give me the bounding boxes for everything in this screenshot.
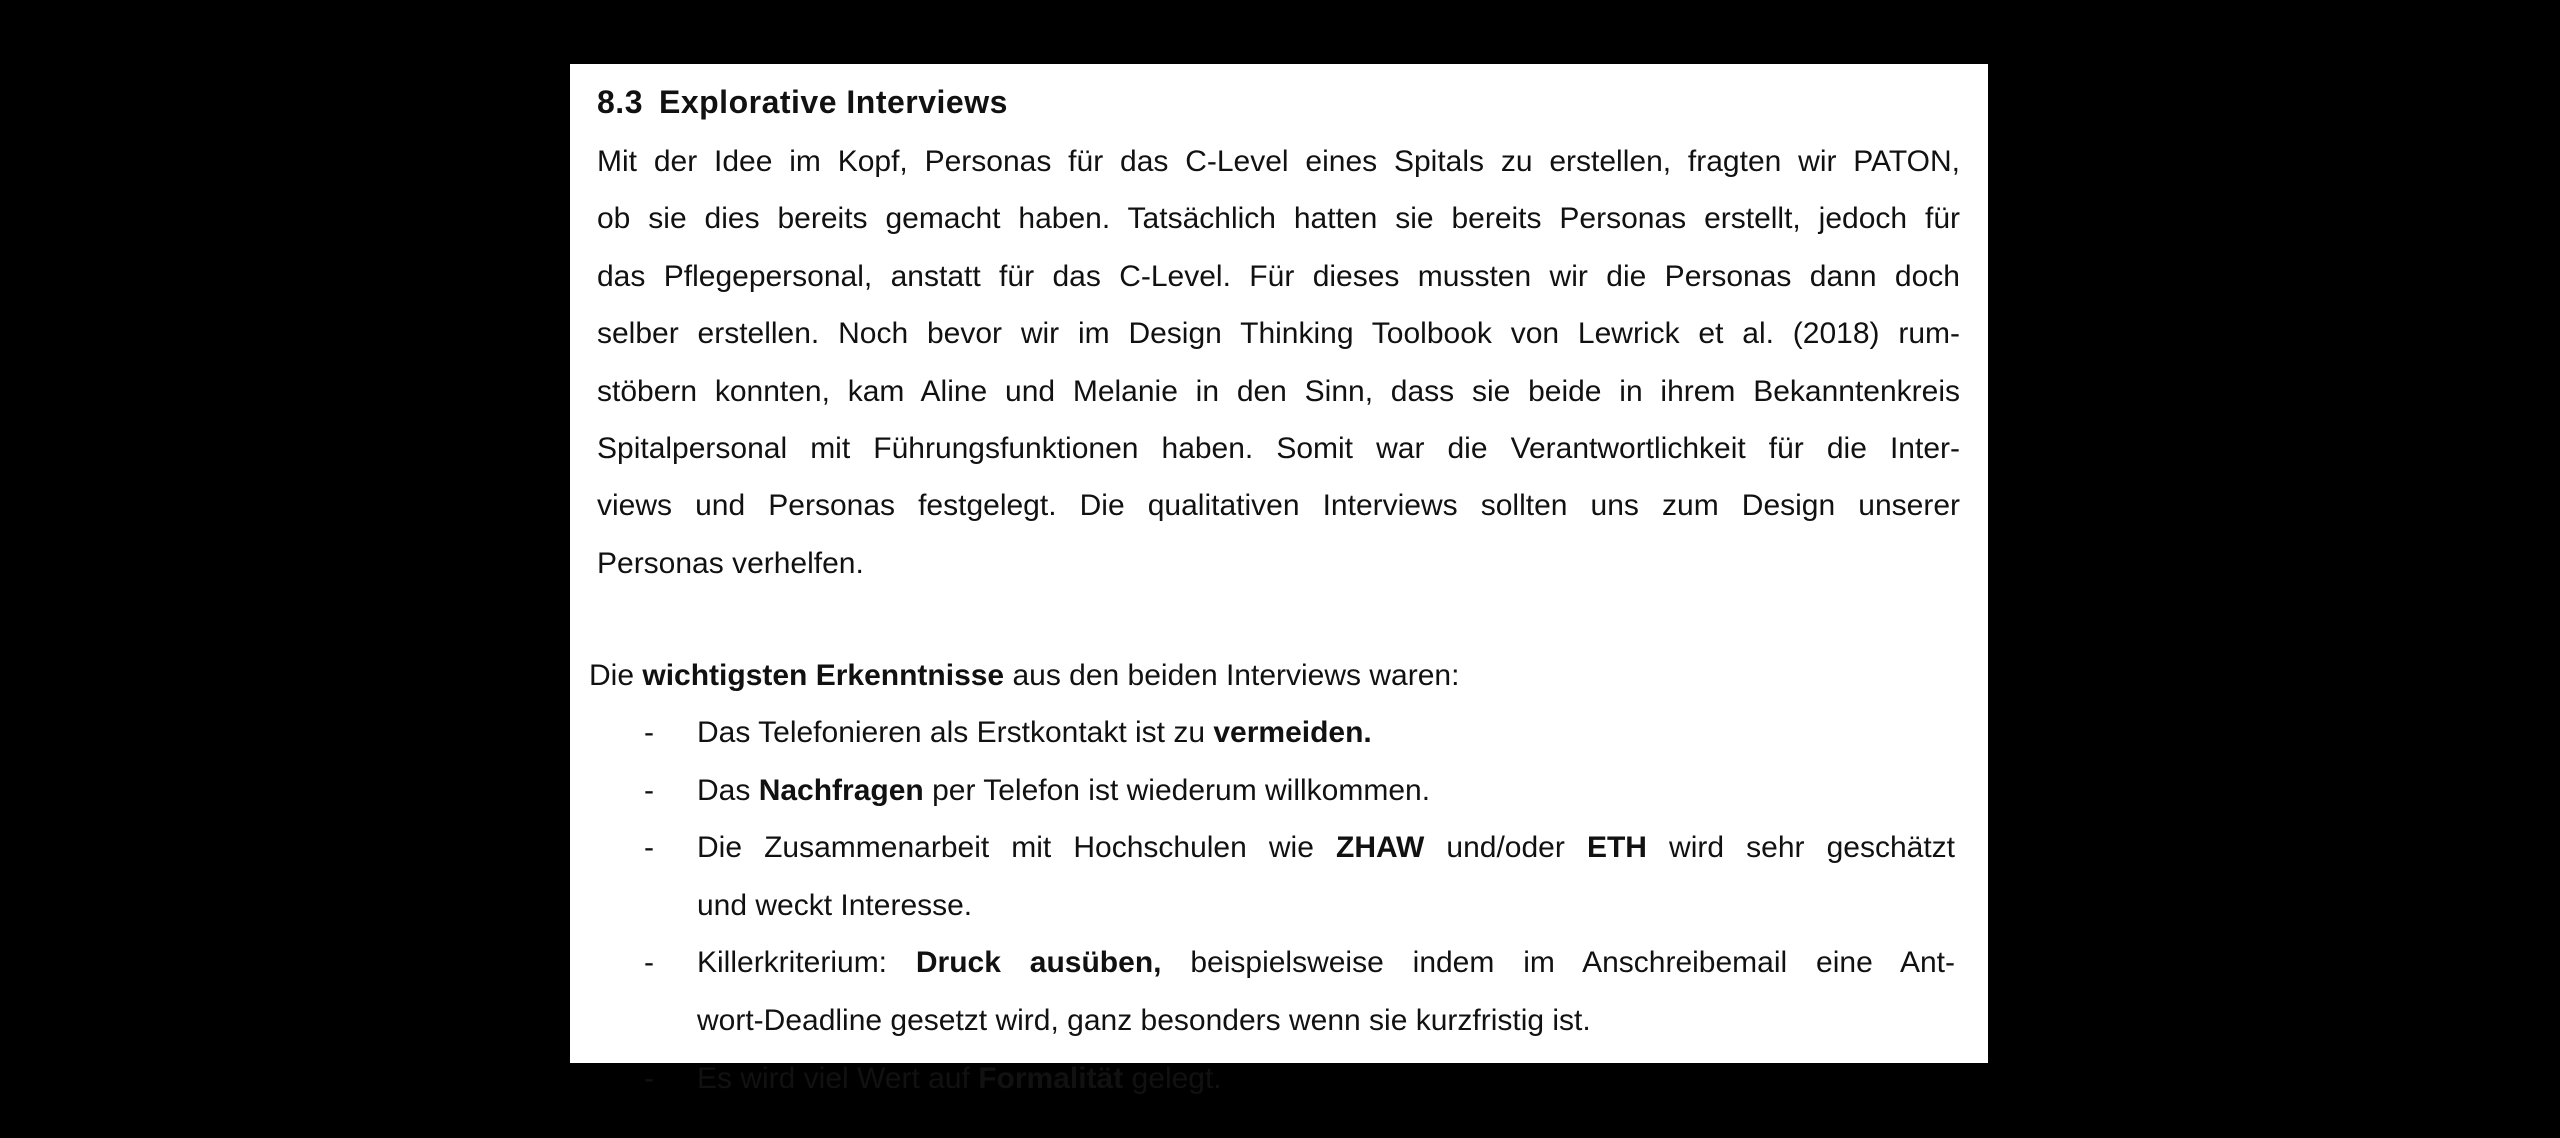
bullet-marker: - bbox=[644, 716, 654, 749]
intro-text: aus den beiden Interviews waren: bbox=[1004, 659, 1460, 692]
section-number: 8.3 bbox=[597, 84, 643, 120]
list-item-line bbox=[697, 877, 1955, 935]
document-page bbox=[570, 64, 1988, 1095]
bold-run: ETH bbox=[1586, 831, 1647, 865]
bullet-marker: - bbox=[644, 831, 654, 865]
list-item-line bbox=[697, 704, 1955, 762]
bold-run: Formalität bbox=[978, 1061, 1124, 1095]
text-run: Die Zusammenarbeit mit Hochschulen wie bbox=[697, 831, 1336, 865]
section-title: Explorative Interviews bbox=[658, 84, 1008, 120]
bold-run: vermeiden. bbox=[1213, 716, 1372, 749]
text-run: Das bbox=[697, 773, 759, 807]
paragraph-line: stöbern konnten, kam Aline und Melanie in den Sinn, dass sie beide in ihrem Bekanntenkreis bbox=[597, 374, 1960, 408]
list-item-line bbox=[697, 934, 1955, 992]
findings-list bbox=[570, 704, 1988, 1107]
list-item bbox=[570, 934, 1988, 1049]
text-run: Es wird viel Wert auf bbox=[697, 1061, 979, 1095]
paragraph-line: Mit der Idee im Kopf, Personas für das C-Level eines Spitals zu erstellen, fragten wir PATON, bbox=[597, 145, 1960, 178]
section-heading bbox=[597, 84, 1008, 121]
list-item-line bbox=[697, 1050, 1955, 1108]
text-run: wort-Deadline gesetzt wird, ganz besonders wenn sie kurzfristig ist. bbox=[697, 1003, 1591, 1037]
list-item-line bbox=[697, 819, 1955, 877]
bold-run: ZHAW bbox=[1336, 831, 1425, 865]
intro-text: Die bbox=[589, 659, 643, 692]
text-run: Das Telefonieren als Erstkontakt ist zu bbox=[697, 716, 1214, 749]
text-run: und weckt Interesse. bbox=[697, 888, 973, 922]
list-item-line bbox=[697, 992, 1955, 1050]
paragraph-line: Personas verhelfen. bbox=[597, 546, 864, 580]
paragraph-line: das Pflegepersonal, anstatt für das C-Level. Für dieses mussten wir die Personas dann doch bbox=[597, 259, 1960, 293]
bold-run: Nachfragen bbox=[758, 773, 924, 807]
bullet-marker: - bbox=[644, 1061, 654, 1095]
paragraph-line: ob sie dies bereits gemacht haben. Tatsächlich hatten sie bereits Personas erstellt, jedoch für bbox=[597, 202, 1960, 236]
bullet-marker: - bbox=[644, 946, 654, 980]
list-item-line bbox=[697, 762, 1955, 820]
list-item bbox=[570, 704, 1988, 762]
paragraph-line: views und Personas festgelegt. Die qualitativen Interviews sollten uns zum Design unserer bbox=[597, 489, 1960, 523]
text-run: beispielsweise indem im Anschreibemail eine Ant- bbox=[1161, 946, 1955, 980]
list-intro bbox=[589, 647, 1459, 704]
body-paragraph bbox=[597, 133, 1960, 592]
paragraph-line: selber erstellen. Noch bevor wir im Design Thinking Toolbook von Lewrick et al. (2018) rum- bbox=[597, 317, 1960, 351]
bold-run: Druck ausüben, bbox=[915, 946, 1162, 980]
list-item bbox=[570, 762, 1988, 820]
text-run: gelegt. bbox=[1123, 1061, 1222, 1095]
intro-bold: wichtigsten Erkenntnisse bbox=[642, 659, 1005, 692]
text-run: Killerkriterium: bbox=[697, 946, 916, 980]
text-run: und/oder bbox=[1424, 831, 1587, 865]
text-run: wird sehr geschätzt bbox=[1646, 831, 1955, 865]
text-run: per Telefon ist wiederum willkommen. bbox=[923, 773, 1431, 807]
bullet-marker: - bbox=[644, 773, 654, 807]
list-item bbox=[570, 819, 1988, 934]
paragraph-line: Spitalpersonal mit Führungsfunktionen haben. Somit war die Verantwortlichkeit für die Inter- bbox=[597, 431, 1960, 465]
list-item bbox=[570, 1050, 1988, 1108]
